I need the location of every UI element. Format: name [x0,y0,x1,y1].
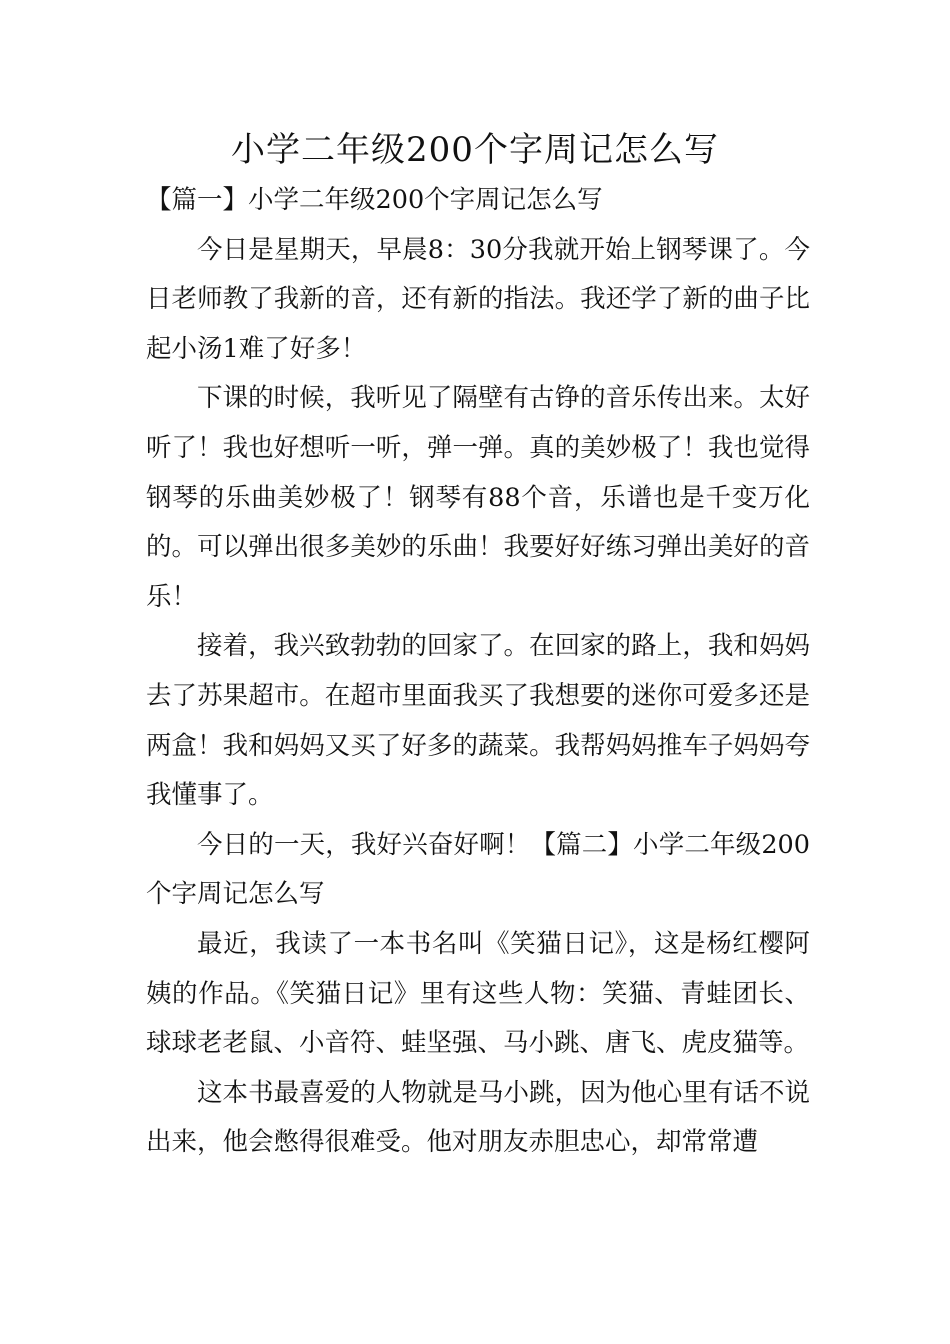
paragraph: 今日是星期天，早晨8：30分我就开始上钢琴课了。今日老师教了我新的音，还有新的指法。我还学了新的曲子比起小汤1难了好多！ [146,234,810,364]
paragraph: 接着，我兴致勃勃的回家了。在回家的路上，我和妈妈去了苏果超市。在超市里面我买了我想要的迷你可爱多还是两盒！我和妈妈又买了好多的蔬菜。我帮妈妈推车子妈妈夸我懂事了。 [146,631,810,811]
paragraph: 下课的时候，我听见了隔壁有古铮的音乐传出来。太好听了！我也好想听一听，弹一弹。真的美妙极了！我也觉得钢琴的乐曲美妙极了！钢琴有88个音，乐谱也是千变万化的。可以弹出很多美妙的乐曲！我要好好练习弹出美好的音乐！ [146,383,810,612]
document-title: 小学二年级200个字周记怎么写 [231,130,719,170]
paragraph: 最近，我读了一本书名叫《笑猫日记》，这是杨红樱阿姨的作品。《笑猫日记》里有这些人物：笑猫、青蛙团长、球球老老鼠、小音符、蛙坚强、马小跳、唐飞、虎皮猫等。 [146,928,810,1059]
paragraph: 这本书最喜爱的人物就是马小跳，因为他心里有话不说出来，他会憋得很难受。他对朋友赤胆忠心，却常常遭 [146,1077,810,1158]
section-heading: 【篇一】小学二年级200个字周记怎么写 [146,185,603,215]
paragraph: 今日的一天，我好兴奋好啊！【篇二】小学二年级200个字周记怎么写 [146,829,810,910]
document-body [146,176,810,1168]
